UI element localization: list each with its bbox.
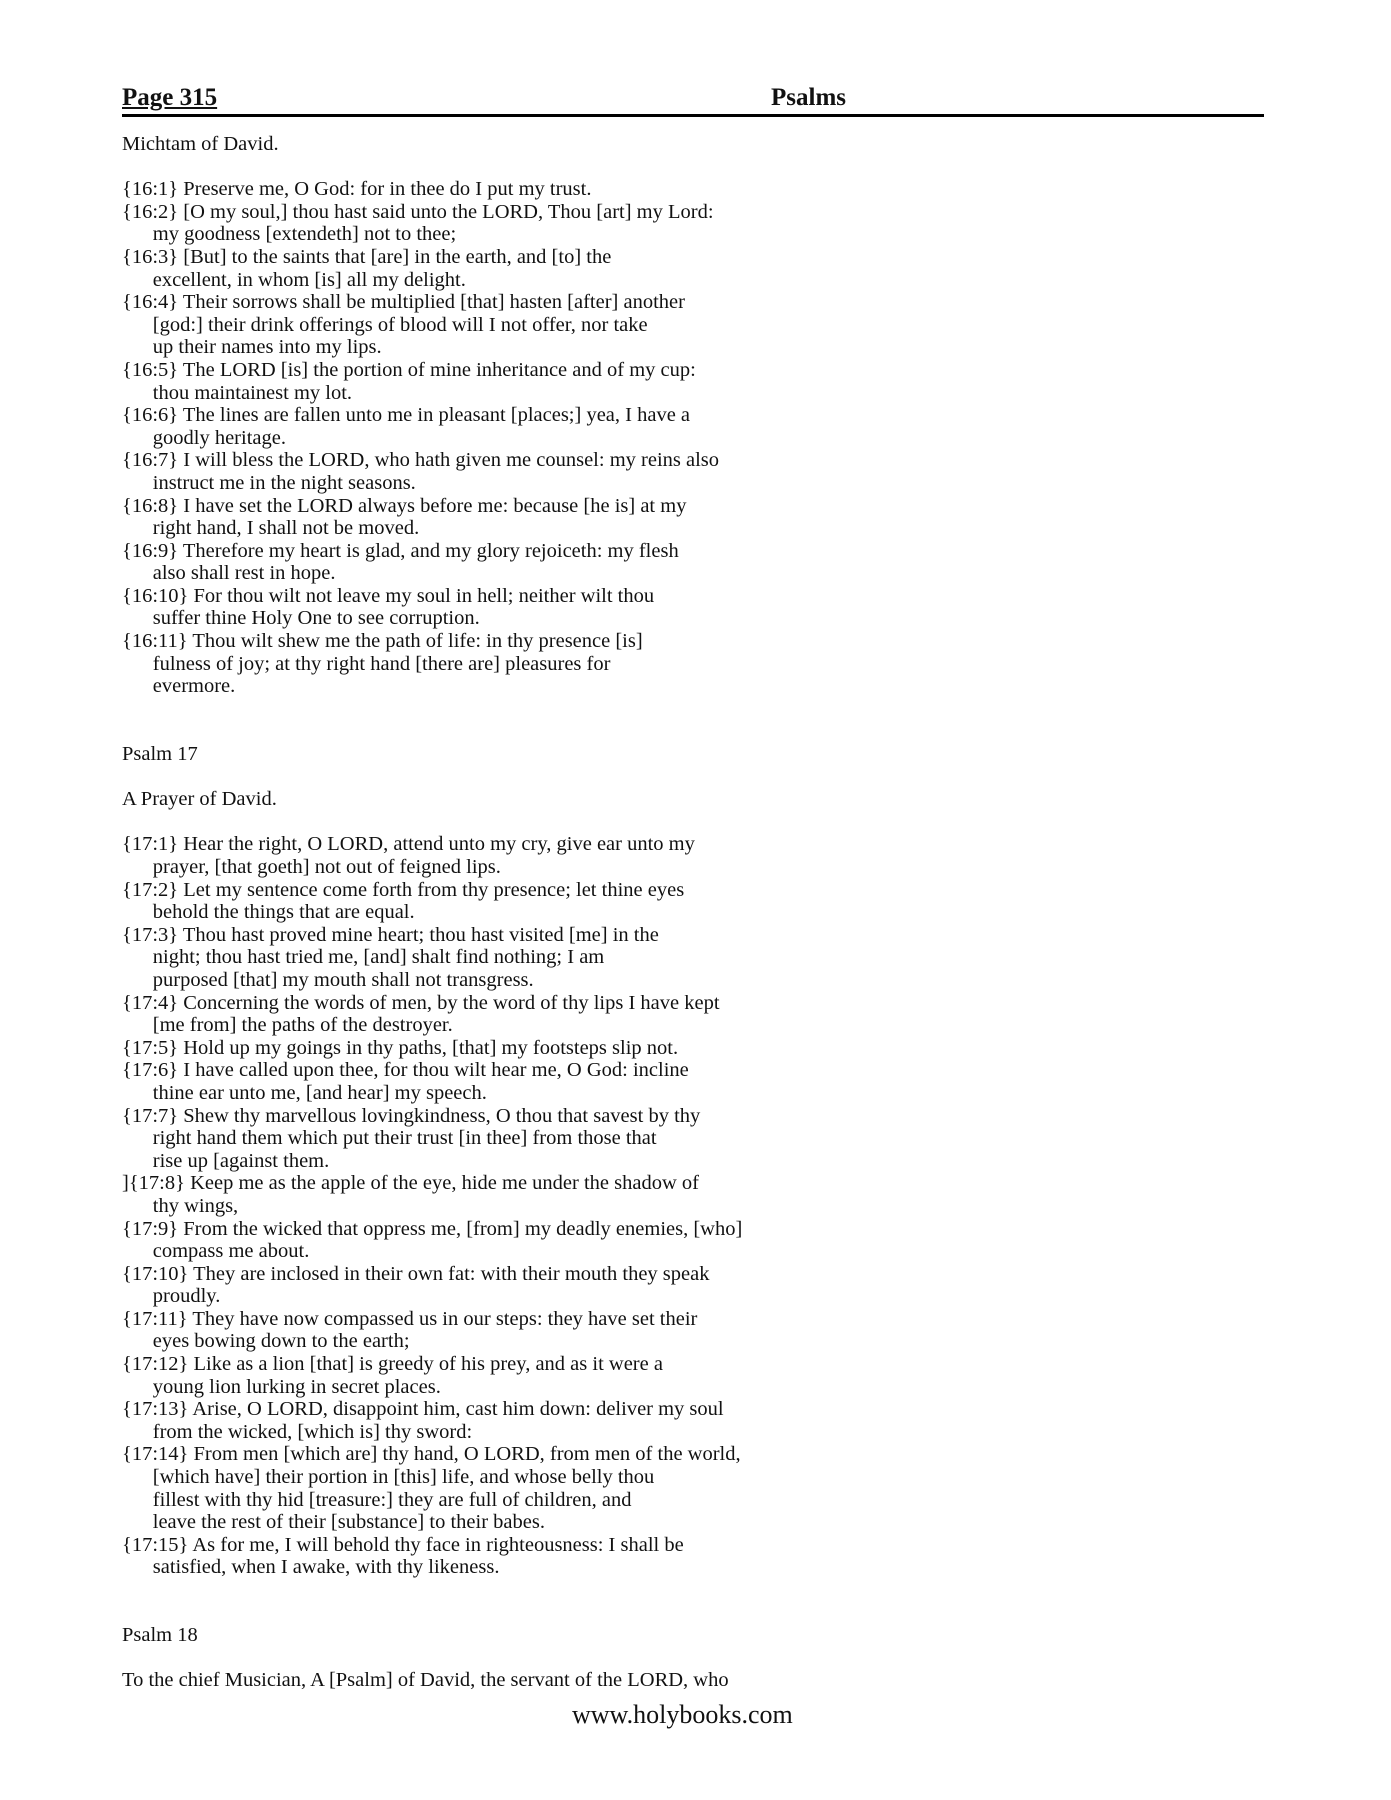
text-line: fulness of joy; at thy right hand [there are] pleasures for	[122, 652, 611, 675]
text-line: {16:3} [But] to the saints that [are] in the earth, and [to] the	[122, 245, 612, 268]
text-line: fillest with thy hid [treasure:] they are full of children, and	[122, 1488, 632, 1511]
text-line: {16:5} The LORD [is] the portion of mine inheritance and of my cup:	[122, 358, 696, 381]
text-line: {16:2} [O my soul,] thou hast said unto the LORD, Thou [art] my Lord:	[122, 200, 714, 223]
text-line: {17:6} I have called upon thee, for thou wilt hear me, O God: incline	[122, 1059, 689, 1082]
text-line: eyes bowing down to the earth;	[122, 1330, 410, 1353]
footer-url: www.holybooks.com	[572, 1700, 793, 1729]
text-line: {16:6} The lines are fallen unto me in pleasant [places;] yea, I have a	[122, 404, 691, 427]
text-line: {17:11} They have now compassed us in our steps: they have set their	[122, 1307, 698, 1330]
text-line: leave the rest of their [substance] to their babes.	[122, 1511, 545, 1534]
text-line: [me from] the paths of the destroyer.	[122, 1014, 453, 1037]
text-line: {17:5} Hold up my goings in thy paths, [that] my footsteps slip not.	[122, 1036, 679, 1059]
text-line: {16:7} I will bless the LORD, who hath given me counsel: my reins also	[122, 449, 720, 472]
text-line: {17:9} From the wicked that oppress me, [from] my deadly enemies, [who]	[122, 1217, 743, 1240]
page-number: Page 315	[122, 84, 218, 111]
text-line: my goodness [extendeth] not to thee;	[122, 223, 457, 246]
text-line: {17:15} As for me, I will behold thy face in righteousness: I shall be	[122, 1533, 684, 1556]
text-line: ]{17:8} Keep me as the apple of the eye, hide me under the shadow of	[122, 1172, 699, 1195]
text-line: {16:1} Preserve me, O God: for in thee do I put my trust.	[122, 178, 592, 201]
text-line: right hand them which put their trust [in thee] from those that	[122, 1127, 657, 1150]
text-line: {17:2} Let my sentence come forth from thy presence; let thine eyes	[122, 878, 685, 901]
text-line	[122, 720, 1222, 743]
text-line: satisfied, when I awake, with thy likeness.	[122, 1556, 500, 1579]
text-line: young lion lurking in secret places.	[122, 1375, 441, 1398]
text-line: rise up [against them.	[122, 1149, 330, 1172]
text-line: To the chief Musician, A [Psalm] of David, the servant of the LORD, who	[122, 1669, 729, 1692]
text-line: {16:4} Their sorrows shall be multiplied [that] hasten [after] another	[122, 291, 685, 314]
text-line	[122, 156, 1222, 179]
text-line: Psalm 18	[122, 1624, 198, 1647]
text-line: {16:8} I have set the LORD always before me: because [he is] at my	[122, 494, 687, 517]
text-line: {17:4} Concerning the words of men, by the word of thy lips I have kept	[122, 991, 720, 1014]
text-line: behold the things that are equal.	[122, 901, 415, 924]
text-line: from the wicked, [which is] thy sword:	[122, 1420, 473, 1443]
text-line: thou maintainest my lot.	[122, 381, 353, 404]
text-line: purposed [that] my mouth shall not transgress.	[122, 968, 534, 991]
text-line: {17:13} Arise, O LORD, disappoint him, cast him down: deliver my soul	[122, 1398, 724, 1421]
text-line: {16:10} For thou wilt not leave my soul in hell; neither wilt thou	[122, 584, 655, 607]
text-line: compass me about.	[122, 1240, 310, 1263]
text-line: evermore.	[122, 675, 236, 698]
text-line: {16:11} Thou wilt shew me the path of life: in thy presence [is]	[122, 630, 643, 653]
text-line: up their names into my lips.	[122, 336, 382, 359]
text-line: Michtam of David.	[122, 133, 279, 155]
text-line: Psalm 17	[122, 743, 198, 766]
text-line	[122, 1602, 1222, 1625]
text-line: {17:14} From men [which are] thy hand, O LORD, from men of the world,	[122, 1443, 741, 1466]
text-line	[122, 766, 1222, 789]
text-line: night; thou hast tried me, [and] shalt find nothing; I am	[122, 946, 605, 969]
scripture-text	[122, 133, 1222, 1692]
text-line: thine ear unto me, [and hear] my speech.	[122, 1081, 487, 1104]
text-line: proudly.	[122, 1285, 221, 1308]
text-line: [god:] their drink offerings of blood will I not offer, nor take	[122, 313, 648, 336]
page-header	[122, 84, 1264, 117]
text-line	[122, 1647, 1222, 1670]
text-line: right hand, I shall not be moved.	[122, 517, 420, 540]
book-title: Psalms	[771, 84, 846, 111]
text-line: also shall rest in hope.	[122, 562, 336, 585]
text-line: {17:12} Like as a lion [that] is greedy of his prey, and as it were a	[122, 1353, 663, 1376]
text-line: {17:10} They are inclosed in their own fat: with their mouth they speak	[122, 1262, 710, 1285]
text-line	[122, 698, 1222, 721]
text-line: suffer thine Holy One to see corruption.	[122, 607, 480, 630]
text-line: goodly heritage.	[122, 426, 286, 449]
text-line: {17:3} Thou hast proved mine heart; thou hast visited [me] in the	[122, 923, 659, 946]
text-line: excellent, in whom [is] all my delight.	[122, 268, 466, 291]
text-line: {17:7} Shew thy marvellous lovingkindness, O thou that savest by thy	[122, 1104, 701, 1127]
text-line: {16:9} Therefore my heart is glad, and my glory rejoiceth: my flesh	[122, 539, 679, 562]
text-line	[122, 811, 1222, 834]
text-line	[122, 1579, 1222, 1602]
text-line: prayer, [that goeth] not out of feigned lips.	[122, 856, 501, 878]
text-line: [which have] their portion in [this] life, and whose belly thou	[122, 1466, 655, 1489]
text-line: instruct me in the night seasons.	[122, 471, 416, 494]
text-line: {17:1} Hear the right, O LORD, attend unto my cry, give ear unto my	[122, 833, 695, 856]
text-line: thy wings,	[122, 1194, 239, 1217]
text-line: A Prayer of David.	[122, 788, 277, 811]
